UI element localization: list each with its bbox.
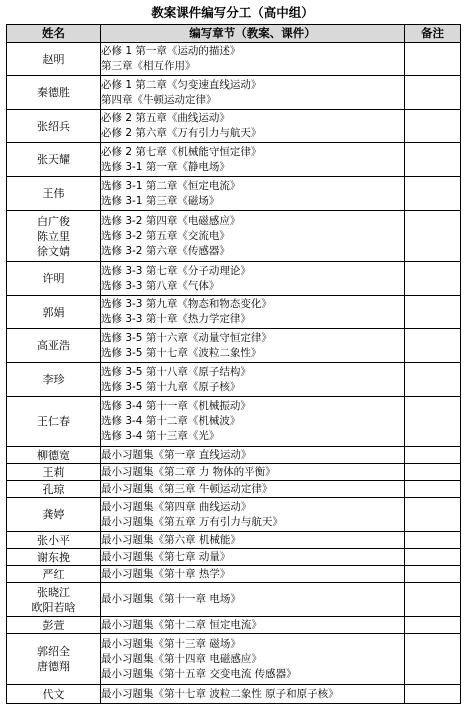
chapter-entry: 选修 3-1 第一章《静电场》 <box>101 160 230 173</box>
header-notes: 备注 <box>405 25 461 43</box>
chapter-entry: 最小习题集《第十五章 交变电流 传感器》 <box>101 667 297 680</box>
chapter-entry: 选修 3-5 第十八章《原子结构》 <box>101 365 251 378</box>
table-row <box>7 566 461 583</box>
chapter-cell <box>101 481 405 498</box>
notes-cell <box>405 262 461 296</box>
chapter-entry: 最小习题集《第三章 牛顿运动定律》 <box>101 482 273 495</box>
chapter-cell <box>101 211 405 262</box>
chapter-entry: 必修 2 第七章《机械能守恒定律》 <box>101 145 262 158</box>
table-row <box>7 464 461 481</box>
author-cell <box>7 43 101 76</box>
table-row <box>7 685 461 704</box>
chapter-entry: 选修 3-1 第二章《恒定电流》 <box>101 179 241 192</box>
chapter-entry: 选修 3-5 第十六章《动量守恒定律》 <box>101 331 272 344</box>
notes-cell <box>405 464 461 481</box>
notes-cell <box>405 447 461 464</box>
table-row <box>7 143 461 177</box>
chapter-entry: 最小习题集《第十一章 电场》 <box>101 593 241 605</box>
author-cell <box>7 549 101 566</box>
author-cell <box>7 329 101 363</box>
chapter-cell <box>101 296 405 329</box>
chapter-entry: 最小习题集《第一章 直线运动》 <box>101 448 252 461</box>
table-row <box>7 177 461 211</box>
author-name: 张天耀 <box>37 153 70 166</box>
chapter-cell <box>101 397 405 447</box>
author-cell <box>7 532 101 549</box>
notes-cell <box>405 617 461 634</box>
author-cell <box>7 76 101 110</box>
notes-cell <box>405 498 461 532</box>
chapter-cell <box>101 583 405 617</box>
table-row <box>7 262 461 296</box>
chapter-entry: 第四章《牛顿运动定律》 <box>101 93 217 106</box>
chapter-cell <box>101 464 405 481</box>
chapter-entry: 最小习题集《第十四章 电磁感应》 <box>101 652 262 665</box>
author-cell <box>7 566 101 583</box>
chapter-cell <box>101 76 405 110</box>
assignment-table <box>6 24 461 704</box>
author-cell <box>7 363 101 397</box>
notes-cell <box>405 532 461 549</box>
chapter-entry: 最小习题集《第十章 热学》 <box>101 567 231 580</box>
author-name: 孔琼 <box>42 482 65 496</box>
chapter-cell <box>101 262 405 296</box>
notes-cell <box>405 143 461 177</box>
chapter-cell <box>101 329 405 363</box>
chapter-cell <box>101 549 405 566</box>
notes-cell <box>405 397 461 447</box>
author-cell <box>7 464 101 481</box>
author-name: 彭萱 <box>42 618 65 632</box>
chapter-entry: 选修 3-3 第九章《物态和物态变化》 <box>101 298 272 310</box>
author-name: 张绍兵 <box>37 119 70 133</box>
table-row <box>7 76 461 110</box>
author-name: 代文 <box>42 687 65 701</box>
chapter-entry: 选修 3-4 第十一章《机械振动》 <box>101 400 251 412</box>
table-row <box>7 634 461 685</box>
author-name: 徐文婧 <box>37 244 70 258</box>
author-cell <box>7 481 101 498</box>
table-row <box>7 447 461 464</box>
chapter-cell <box>101 532 405 549</box>
chapter-entry: 选修 3-2 第四章《电磁感应》 <box>101 214 241 227</box>
table-row <box>7 481 461 498</box>
table-row <box>7 363 461 397</box>
chapter-entry: 选修 3-3 第十章《热力学定律》 <box>101 313 251 325</box>
notes-cell <box>405 177 461 211</box>
header-row <box>7 25 461 43</box>
author-name: 唐德翔 <box>37 660 70 673</box>
chapter-entry: 选修 3-5 第十九章《原子核》 <box>101 380 241 393</box>
table-row <box>7 532 461 549</box>
author-name: 王伟 <box>42 187 65 200</box>
author-name: 高亚浩 <box>37 339 70 352</box>
author-name: 李珍 <box>42 373 65 386</box>
notes-cell <box>405 549 461 566</box>
author-name: 许明 <box>42 272 65 285</box>
author-name: 王仁春 <box>37 415 70 428</box>
chapter-entry: 选修 3-5 第十七章《波粒二象性》 <box>101 346 262 359</box>
chapter-entry: 最小习题集《第六章 机械能》 <box>101 533 241 546</box>
author-cell <box>7 262 101 296</box>
table-row <box>7 296 461 329</box>
chapter-cell <box>101 685 405 704</box>
chapter-cell <box>101 634 405 685</box>
chapter-entry: 选修 3-2 第六章《传感器》 <box>101 244 230 257</box>
chapter-entry: 必修 1 第一章《运动的描述》 <box>101 45 241 57</box>
chapter-cell <box>101 498 405 532</box>
author-cell <box>7 617 101 634</box>
author-name: 白广俊 <box>37 214 70 228</box>
author-cell <box>7 447 101 464</box>
chapter-cell <box>101 110 405 143</box>
author-name: 张小平 <box>37 533 70 547</box>
chapter-entry: 必修 2 第五章《曲线运动》 <box>101 112 230 124</box>
header-name: 姓名 <box>7 25 101 43</box>
chapter-entry: 最小习题集《第二章 力 物体的平衡》 <box>101 465 276 478</box>
author-cell <box>7 498 101 532</box>
chapter-entry: 选修 3-4 第十二章《机械波》 <box>101 415 241 427</box>
chapter-cell <box>101 447 405 464</box>
chapter-entry: 第三章《相互作用》 <box>101 60 196 72</box>
author-cell <box>7 634 101 685</box>
table-row <box>7 498 461 532</box>
chapter-cell <box>101 617 405 634</box>
chapter-entry: 最小习题集《第四章 曲线运动》 <box>101 500 252 513</box>
chapter-cell <box>101 43 405 76</box>
chapter-entry: 选修 3-4 第十三章《光》 <box>101 430 220 442</box>
notes-cell <box>405 363 461 397</box>
chapter-cell <box>101 363 405 397</box>
chapter-cell <box>101 177 405 211</box>
chapter-entry: 选修 3-3 第七章《分子动理论》 <box>101 264 251 277</box>
author-cell <box>7 583 101 617</box>
table-row <box>7 43 461 76</box>
table-body <box>7 43 461 704</box>
chapter-cell <box>101 566 405 583</box>
table-row <box>7 110 461 143</box>
chapter-entry: 选修 3-2 第五章《交流电》 <box>101 229 230 242</box>
chapter-entry: 选修 3-1 第三章《磁场》 <box>101 194 220 207</box>
author-name: 郭娟 <box>42 305 65 319</box>
notes-cell <box>405 566 461 583</box>
author-name: 张晓江 <box>37 585 70 599</box>
header-chapters: 编写章节（教案、课件） <box>101 25 405 43</box>
document-title: 教案课件编写分工（高中组） <box>151 5 314 20</box>
author-cell <box>7 397 101 447</box>
table-row <box>7 397 461 447</box>
notes-cell <box>405 685 461 704</box>
author-name: 秦德胜 <box>37 86 70 99</box>
author-name: 赵明 <box>42 52 65 66</box>
chapter-entry: 必修 2 第六章《万有引力与航天》 <box>101 127 262 139</box>
chapter-entry: 最小习题集《第十二章 恒定电流》 <box>101 618 262 631</box>
author-name: 严红 <box>42 567 65 581</box>
notes-cell <box>405 329 461 363</box>
table-row <box>7 211 461 262</box>
notes-cell <box>405 583 461 617</box>
author-cell <box>7 211 101 262</box>
notes-cell <box>405 296 461 329</box>
author-name: 郭绍全 <box>37 645 70 658</box>
notes-cell <box>405 481 461 498</box>
chapter-entry: 选修 3-3 第八章《气体》 <box>101 279 220 292</box>
notes-cell <box>405 76 461 110</box>
table-row <box>7 329 461 363</box>
author-name: 王莉 <box>42 465 65 479</box>
chapter-entry: 最小习题集《第十三章 磁场》 <box>101 637 241 650</box>
table-row <box>7 617 461 634</box>
notes-cell <box>405 110 461 143</box>
author-cell <box>7 110 101 143</box>
table-row <box>7 549 461 566</box>
author-name: 欧阳若晗 <box>31 600 76 614</box>
chapter-entry: 必修 1 第二章《匀变速直线运动》 <box>101 78 262 91</box>
chapter-cell <box>101 143 405 177</box>
notes-cell <box>405 634 461 685</box>
author-cell <box>7 296 101 329</box>
author-cell <box>7 143 101 177</box>
author-name: 谢东挽 <box>37 550 70 564</box>
notes-cell <box>405 211 461 262</box>
chapter-entry: 最小习题集《第十七章 波粒二象性 原子和原子核》 <box>101 687 339 700</box>
table-row <box>7 583 461 617</box>
notes-cell <box>405 43 461 76</box>
author-cell <box>7 177 101 211</box>
author-name: 柳德宽 <box>37 448 70 462</box>
author-name: 龚婷 <box>42 508 65 521</box>
author-name: 陈立里 <box>37 229 70 243</box>
chapter-entry: 最小习题集《第五章 万有引力与航天》 <box>101 515 283 528</box>
chapter-entry: 最小习题集《第七章 动量》 <box>101 550 231 563</box>
author-cell <box>7 685 101 704</box>
